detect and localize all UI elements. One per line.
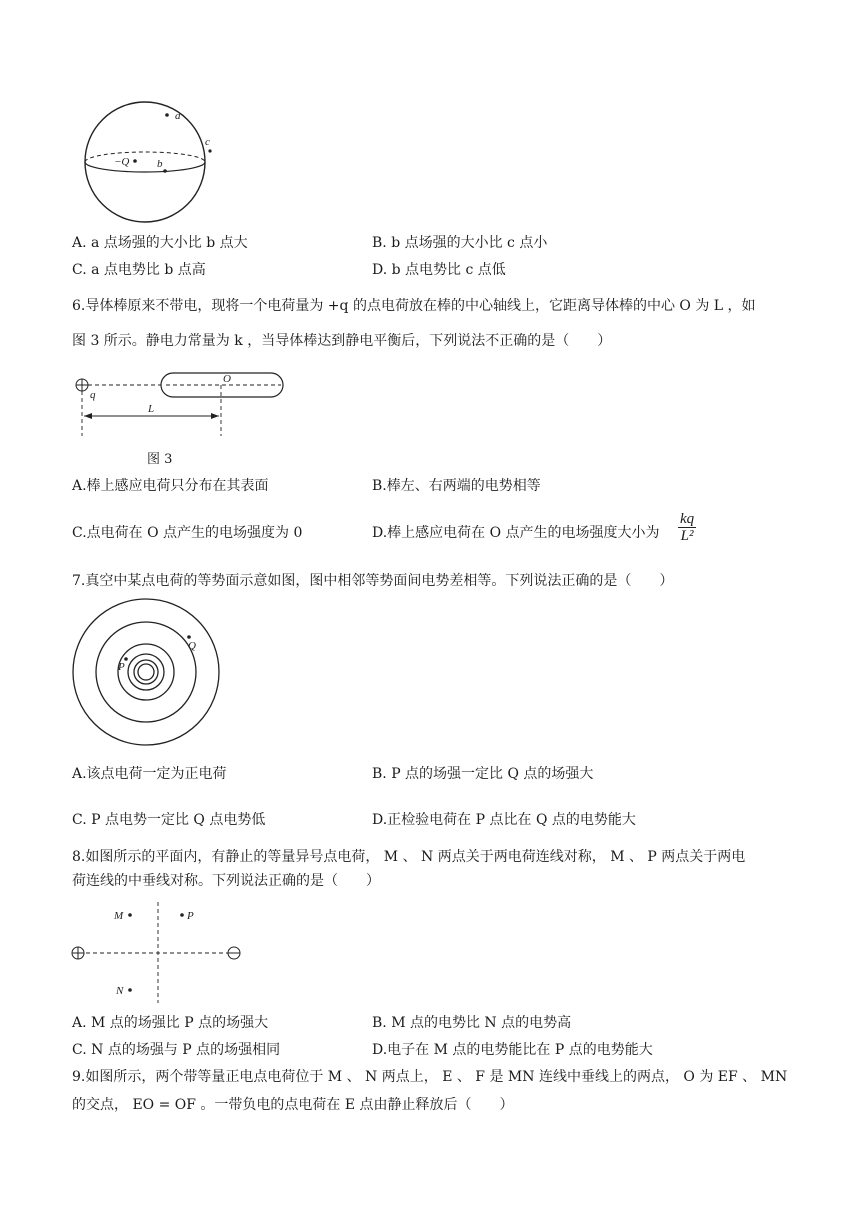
q5-option-c: C. a 点电势比 b 点高 xyxy=(72,262,206,278)
q7-option-a: A.该点电荷一定为正电荷 xyxy=(72,766,227,782)
dipole-figure xyxy=(66,900,256,1005)
q8-option-a: A. M 点的场强比 P 点的场强大 xyxy=(72,1015,269,1031)
q6-stem-line1: 6.导体棒原来不带电，现将一个电荷量为 +q 的点电荷放在棒的中心轴线上，它距离导体棒的中心 O 为 L ，如 xyxy=(72,298,756,314)
q8-stem-line1: 8.如图所示的平面内，有静止的等量异号点电荷， M 、 N 两点关于两电荷连线对称， M 、 P 两点关于两电 xyxy=(72,849,746,865)
q7-option-d: D.正检验电荷在 P 点比在 Q 点的电势能大 xyxy=(372,812,636,828)
point-a-label: a xyxy=(175,110,181,122)
q7-option-b: B. P 点的场强一定比 Q 点的场强大 xyxy=(372,766,594,782)
q6-stem-line2: 图 3 所示。静电力常量为 k ，当导体棒达到静电平衡后，下列说法不正确的是（ ） xyxy=(72,333,612,349)
sphere-figure xyxy=(60,95,230,230)
point-m-label: M xyxy=(114,910,124,922)
q5-option-b: B. b 点场强的大小比 c 点小 xyxy=(372,235,548,251)
fraction-numerator: kq xyxy=(680,511,695,527)
fraction-denominator: L² xyxy=(680,528,694,544)
figure-caption: 图 3 xyxy=(147,452,173,467)
charge-q-label: q xyxy=(90,389,96,401)
equipotential-figure xyxy=(68,597,228,747)
q8-stem-line2: 荷连线的中垂线对称。下列说法正确的是（ ） xyxy=(72,873,380,889)
q7-stem: 7.真空中某点电荷的等势面示意如图，图中相邻等势面间电势差相等。下列说法正确的是（ ） xyxy=(72,573,674,589)
q8-option-c: C. N 点的场强与 P 点的场强相同 xyxy=(72,1042,281,1058)
q9-stem-line2: 的交点， EO = OF 。一带负电的点电荷在 E 点由静止释放后（ ） xyxy=(72,1097,514,1113)
q5-option-a: A. a 点场强的大小比 b 点大 xyxy=(72,235,248,251)
q7-option-c: C. P 点电势一定比 Q 点电势低 xyxy=(72,812,266,828)
q8-option-d: D.电子在 M 点的电势能比在 P 点的电势能大 xyxy=(372,1042,653,1058)
charge-label: −Q xyxy=(114,156,130,168)
q5-option-d: D. b 点电势比 c 点低 xyxy=(372,262,506,278)
point-q-label: Q xyxy=(188,640,196,652)
point-p-label: P xyxy=(118,661,125,673)
point-b-label: b xyxy=(157,158,163,170)
fraction-kq-over-l2 xyxy=(678,511,696,544)
rod-figure xyxy=(66,366,296,441)
q6-option-a: A.棒上感应电荷只分布在其表面 xyxy=(72,478,269,494)
point-p-label: P xyxy=(187,910,194,922)
point-o-label: O xyxy=(223,373,231,385)
point-c-label: c xyxy=(205,136,210,148)
q6-option-b: B.棒左、右两端的电势相等 xyxy=(372,478,541,494)
q9-stem-line1: 9.如图所示，两个带等量正电点电荷位于 M 、 N 两点上， E 、 F 是 MN 连线中垂线上的两点， O 为 EF 、 MN xyxy=(72,1069,788,1085)
q6-option-c: C.点电荷在 O 点产生的电场强度为 0 xyxy=(72,525,303,541)
q6-option-d: D.棒上感应电荷在 O 点产生的电场强度大小为 xyxy=(372,525,660,541)
distance-l-label: L xyxy=(148,403,155,415)
point-n-label: N xyxy=(116,985,124,997)
q8-option-b: B. M 点的电势比 N 点的电势高 xyxy=(372,1015,572,1031)
